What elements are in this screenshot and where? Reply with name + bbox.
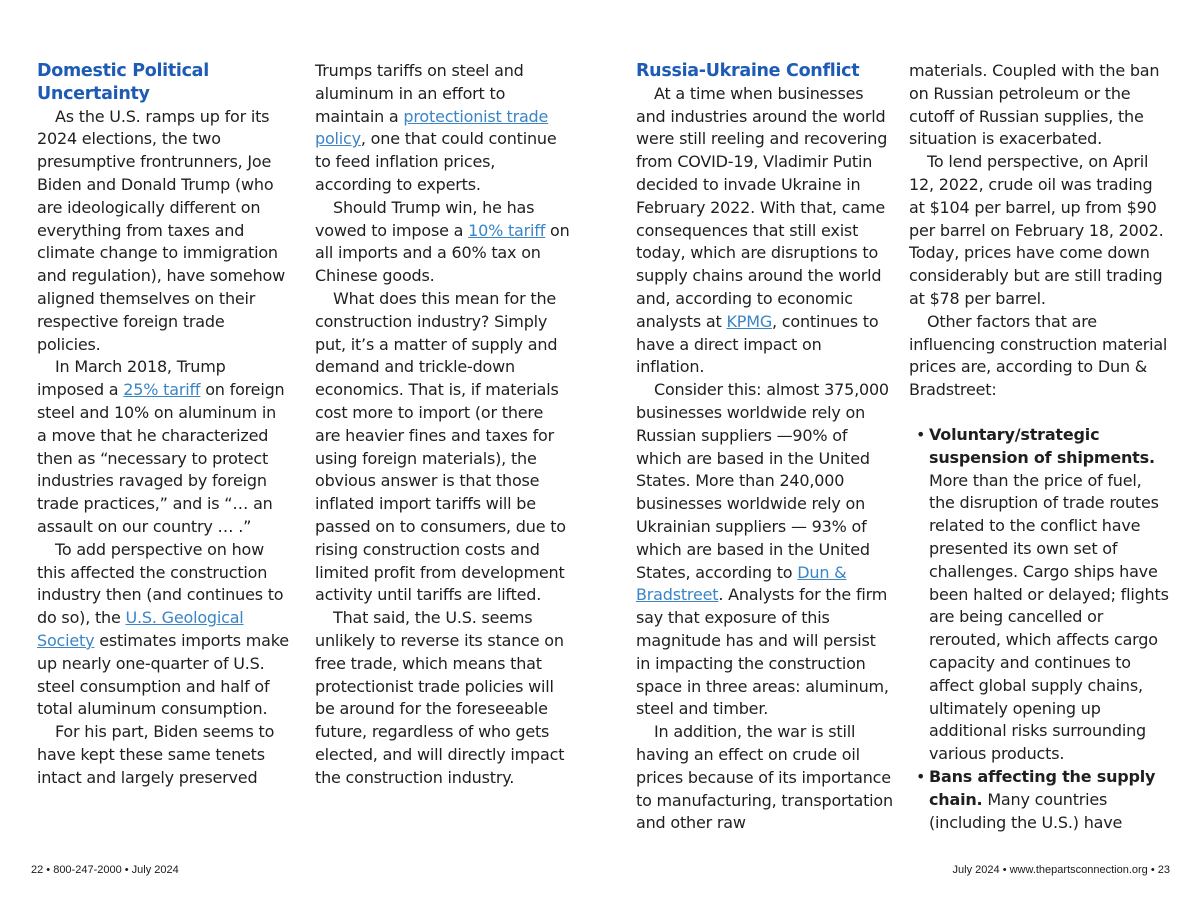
paragraph-tariffs-continued bbox=[315, 60, 570, 197]
list-item bbox=[909, 424, 1169, 766]
text-segment: Should Trump win, he has vowed to impose a bbox=[315, 197, 535, 240]
column-3 bbox=[636, 60, 894, 835]
text-segment: estimates imports make up nearly one-quarter of U.S. steel consumption and half of total aluminum consumption. bbox=[37, 630, 289, 719]
bullet-text: More than the price of fuel, the disruption of trade routes related to the conflict have presented its own set of challenges. Cargo ships have been halted or delayed; flights are being cancelled or rerouted, which affects cargo capacity and continues to affect global supply chains, ultimately opening up additional risks surrounding various products. bbox=[929, 470, 1169, 764]
paragraph-lend-perspective: To lend perspective, on April 12, 2022, crude oil was trading at $104 per barrel, up from $90 per barrel on February 18, 2002. Today, prices have come down considerably but are still trading at $78 per barrel. bbox=[909, 152, 1164, 308]
paragraph-crude-oil: In addition, the war is still having an effect on crude oil prices because of its importance to manufacturing, transportation and other raw bbox=[636, 722, 893, 833]
link-protectionist-trade-policy[interactable]: protectionist trade policy bbox=[315, 106, 549, 149]
paragraph-materials: materials. Coupled with the ban on Russian petroleum or the cutoff of Russian supplies, the situation is exacerbated. bbox=[909, 61, 1160, 149]
section-heading-russia-ukraine-conflict: Russia-Ukraine Conflict bbox=[636, 61, 860, 81]
link-25-percent-tariff[interactable]: 25% tariff bbox=[123, 380, 201, 400]
paragraph-consider-this bbox=[636, 379, 894, 721]
text-segment: In March 2018, Trump imposed a bbox=[37, 357, 226, 400]
bullet-lead-in: Bans affecting the supply chain. bbox=[929, 766, 1156, 809]
paragraph-other-factors: Other factors that are influencing construction material prices are, according to Dun & Bradstreet: bbox=[909, 311, 1168, 400]
link-dun-bradstreet[interactable]: Dun & Bradstreet bbox=[636, 562, 847, 605]
page-footer-right: July 2024 • www.thepartsconnection.org • 23 bbox=[952, 864, 1170, 876]
text-segment: Consider this: almost 375,000 businesses worldwide rely on Russian suppliers —90% of which are based in the United States. More than 240,000 businesses worldwide rely on Ukrainian suppliers — 93% of which are based in the United States, according to bbox=[636, 380, 889, 582]
section-heading-domestic-political-uncertainty: Domestic Political Uncertainty bbox=[37, 61, 209, 104]
bullet-icon: • bbox=[916, 424, 926, 444]
column-1 bbox=[37, 60, 289, 790]
link-us-geological-society[interactable]: U.S. Geological Society bbox=[37, 608, 244, 650]
paragraph-elections: As the U.S. ramps up for its 2024 elections, the two presumptive frontrunners, Joe Biden and Donald Trump (who are ideologically different on everything from taxes and climate change to immigration and regulation), have somehow aligned themselves on their respective foreign trade policies. bbox=[37, 106, 285, 354]
paragraph-covid-putin bbox=[636, 83, 894, 379]
paragraph-perspective bbox=[37, 539, 289, 721]
text-segment: Trumps tariffs on steel and aluminum in an effort to maintain a bbox=[315, 61, 524, 126]
text-segment: To add perspective on how this affected the construction industry then (and continues to do so), the bbox=[37, 539, 284, 628]
paragraph-biden: For his part, Biden seems to have kept these same tenets intact and largely preserved bbox=[37, 722, 275, 787]
text-segment: on all imports and a 60% tax on Chinese goods. bbox=[315, 220, 570, 286]
list-item bbox=[909, 766, 1169, 834]
link-kpmg[interactable]: KPMG bbox=[726, 311, 773, 331]
paragraph-that-said: That said, the U.S. seems unlikely to reverse its stance on free trade, which means that protectionist trade policies will be around for the foreseeable future, regardless of who gets elected, and will directly impact the construction industry. bbox=[315, 608, 565, 787]
paragraph-trump-win bbox=[315, 197, 570, 288]
text-segment: At a time when businesses and industries around the world were still reeling and recovering from COVID-19, Vladimir Putin decided to invade Ukraine in February 2022. With that, came consequences that still exist today, which are disruptions to supply chains around the world and, according to economic analysts at bbox=[636, 83, 888, 331]
link-10-percent-tariff[interactable]: 10% tariff bbox=[468, 220, 546, 240]
column-4 bbox=[909, 60, 1169, 834]
paragraph-construction-industry: What does this mean for the construction industry? Simply put, it’s a matter of supply and demand and trickle-down economics. That is, if materials cost more to import (or there are heavier fines and taxes for using foreign materials), the obvious answer is that those inflated import tariffs will be passed on to consumers, due to rising construction costs and limited profit from development activity until tariffs are lifted. bbox=[315, 288, 566, 605]
text-segment: , one that could continue to feed inflation prices, according to experts. bbox=[315, 129, 557, 194]
text-segment: , continues to have a direct impact on inflation. bbox=[636, 311, 879, 377]
bullet-text: Many countries (including the U.S.) have bbox=[929, 789, 1123, 832]
bullet-lead-in: Voluntary/strategic suspension of shipments. bbox=[929, 424, 1155, 467]
text-segment: on foreign steel and 10% on aluminum in a move that he characterized then as “necessary to protect industries ravaged by foreign trade practices,” and is “… an assault on our country … .” bbox=[37, 380, 285, 536]
paragraph-march-2018 bbox=[37, 356, 289, 538]
page-footer-left: 22 • 800-247-2000 • July 2024 bbox=[31, 864, 179, 876]
text-segment: . Analysts for the firm say that exposure of this magnitude has and will persist in impacting the construction space in three areas: aluminum, steel and timber. bbox=[636, 585, 889, 719]
bullet-list bbox=[909, 424, 1169, 834]
column-2 bbox=[315, 60, 570, 790]
bullet-icon: • bbox=[916, 766, 926, 786]
